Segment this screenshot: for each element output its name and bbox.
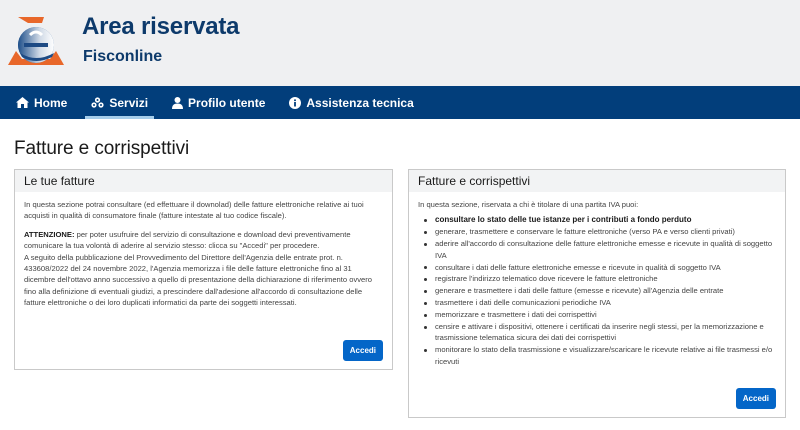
panel-le-tue-fatture — [14, 169, 393, 370]
list-item: registrare l'indirizzo telematico dove ricevere le fatture elettroniche — [424, 273, 776, 284]
list-item: consultare i dati delle fatture elettroniche emesse e ricevute in qualità di soggetto IVA — [424, 262, 776, 273]
nav-label-servizi: Servizi — [109, 95, 149, 110]
app-title: Area riservata — [82, 13, 240, 40]
list-item: generare, trasmettere e conservare le fatture elettroniche (verso PA e verso clienti privati) — [424, 226, 776, 237]
info-icon — [289, 97, 301, 109]
nav-label-assistenza-tecnica: Assistenza tecnica — [306, 95, 414, 110]
panel-intro: In questa sezione potrai consultare (ed effettuare il downolad) delle fatture elettroniche relative ai tuoi acquisti in qualità di consumatore finale (fatture intestate al tuo codice fiscale). — [24, 200, 364, 221]
list-item: consultare lo stato delle tue istanze per i contributi a fondo perduto — [424, 214, 776, 225]
list-item: monitorare lo stato della trasmissione e visualizzare/scaricare le ricevute relative ai file trasmessi e/o ricevuti — [424, 344, 776, 367]
panel-fatture-e-corrispettivi — [408, 169, 786, 418]
panel-heading: Le tue fatture — [15, 170, 392, 192]
attention-label: ATTENZIONE: — [24, 229, 75, 239]
services-icon — [91, 97, 104, 108]
main-navbar — [0, 86, 800, 119]
nav-label-home: Home — [34, 95, 68, 110]
panel-body — [409, 192, 785, 375]
list-item: censire e attivare i dispositivi, ottenere i certificati da inserire negli stessi, per la memorizzazione e trasmissione telematica sicura dei dati dei corrispettivi — [424, 321, 776, 344]
list-item: aderire all'accordo di consultazione delle fatture elettroniche emesse e ricevute in qualità di soggetto IVA — [424, 238, 776, 261]
list-item: trasmettere i dati delle comunicazioni periodiche IVA — [424, 297, 776, 308]
app-subtitle: Fisconline — [83, 48, 163, 65]
nav-item-profilo-utente[interactable] — [172, 86, 275, 119]
panel-body — [15, 192, 392, 316]
agenzia-entrate-logo-icon — [6, 15, 66, 69]
attention-text: per poter usufruire del servizio di consultazione e download devi preventivamente comunicare la tua volontà di aderire al servizio stesso: clicca su "Accedi" per procedere. — [24, 229, 351, 251]
attention-paragraph — [24, 229, 383, 252]
nav-label-profilo-utente: Profilo utente — [188, 95, 266, 110]
accedi-button-fatture-e-corrispettivi[interactable]: Accedi — [736, 388, 776, 409]
accedi-button-le-tue-fatture[interactable]: Accedi — [343, 340, 383, 361]
panel-intro: In questa sezione, riservata a chi è titolare di una partita IVA puoi: — [418, 200, 639, 209]
list-item: generare e trasmettere i dati delle fatture (emesse e ricevute) all'Agenzia delle entrate — [424, 285, 776, 296]
site-header — [0, 0, 800, 86]
nav-item-servizi[interactable] — [91, 86, 158, 119]
services-list — [418, 214, 776, 367]
notice-text: A seguito della pubblicazione del Provvedimento del Direttore dell'Agenzia delle entrate prot. n. 433608/2022 del 24 novembre 2022, l'Agenzia memorizza i file delle fatture elettroniche fino al 31 dicembre dell'ottavo anno successivo a quello di presentazione della dichiarazione di riferimento ovvero fino alla definizione di eventuali giudizi, a prescindere dall'adesione all'accordo di consultazione delle fatture elettroniche o dei loro duplicati informatici da parte dei soggetti interessati. — [24, 252, 373, 308]
page-title: Fatture e corrispettivi — [14, 138, 190, 159]
list-item: memorizzare e trasmettere i dati dei corrispettivi — [424, 309, 776, 320]
user-icon — [172, 97, 183, 109]
nav-item-home[interactable] — [16, 86, 77, 119]
panel-heading: Fatture e corrispettivi — [409, 170, 785, 192]
home-icon — [16, 97, 29, 108]
nav-item-assistenza-tecnica[interactable] — [289, 86, 423, 119]
